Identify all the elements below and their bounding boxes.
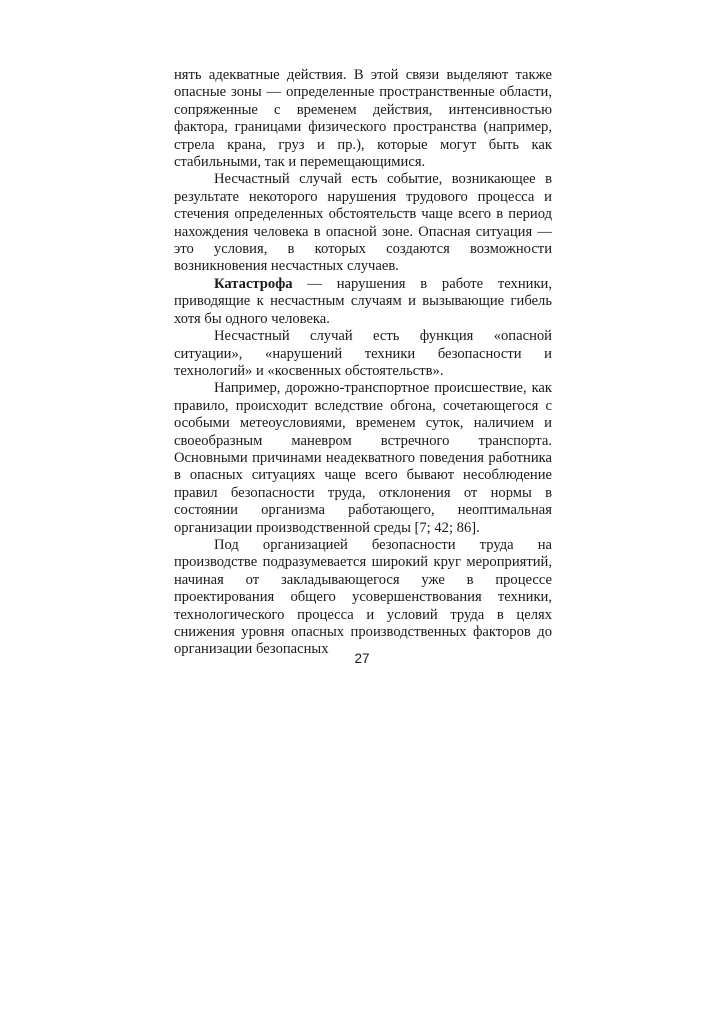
body-text	[174, 67, 552, 659]
paragraph-organizatsiya	[174, 537, 552, 659]
paragraph-text: — нарушения в работе техники, приводящие к несчастным случаям и вызывающие гибель хотя бы одного человека.	[174, 275, 552, 327]
paragraph-funktsiya	[174, 328, 552, 380]
paragraph-text: Несчастный случай есть событие, возникающее в результате некоторого нарушения трудового процесса и стечения определенных обстоятельств чаще всего в период нахождения человека в опасной зоне. Опасная ситуация — это условия, в которых создаются возможности возникновения несчастных случаев.	[174, 171, 552, 275]
paragraph-text: нять адекватные действия. В этой связи выделяют также опасные зоны — определенные пространственные области, сопряженные с временем действия, интенсивностью фактора, границами физического пространства (например, стрела крана, груз и пр.), которые могут быть как стабильными, так и перемещающимися.	[174, 67, 552, 171]
paragraph-text: Несчастный случай есть функция «опасной ситуации», «нарушений техники безопасности и технологий» и «косвенных обстоятельств».	[174, 328, 552, 379]
paragraph-katastrofa	[174, 276, 552, 328]
paragraph-neschastnyi-sluchai	[174, 171, 552, 275]
paragraph-opasnye-zony	[174, 67, 552, 171]
page-number: 27	[354, 651, 370, 666]
term-katastrofa: Катастрофа	[214, 275, 293, 292]
paragraph-text: Например, дорожно-транспортное происшествие, как правило, происходит вследствие обгона, сочетающегося с особыми метеоусловиями, временем суток, наличием и своеобразным маневром встречного транспорта. Основными причинами неадекватного поведения работника в опасных ситуациях чаще всего бывают несоблюдение правил безопасности труда, отклонения от нормы в состоянии организма работающего, неоптимальная организации производственной среды [7; 42; 86].	[174, 380, 552, 536]
paragraph-text: Под организацией безопасности труда на производстве подразумевается широкий круг мероприятий, начиная от закладывающегося уже в процессе проектирования общего усовершенствования техники, технологического процесса и условий труда в целях снижения уровня опасных производственных факторов до организации безопасных	[174, 536, 552, 658]
paragraph-dtp-example	[174, 380, 552, 537]
